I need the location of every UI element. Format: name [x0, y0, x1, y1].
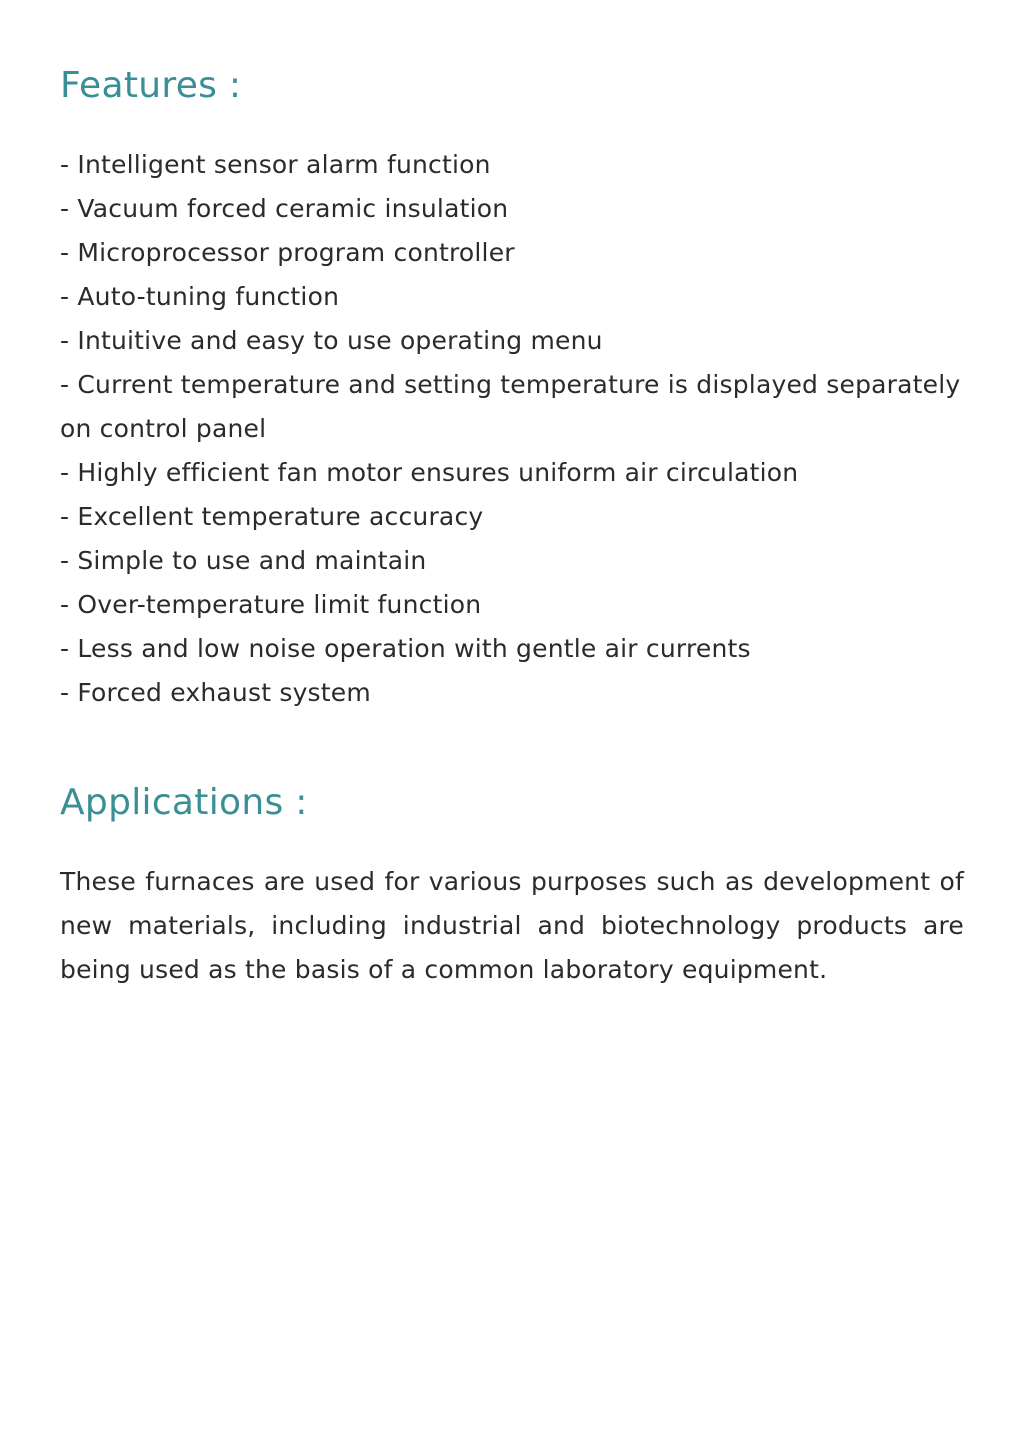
- feature-item: - Highly efficient fan motor ensures uniform air circulation: [60, 458, 799, 487]
- feature-item: - Auto-tuning function: [60, 282, 340, 311]
- feature-item: - Current temperature and setting temperature is displayed separately on control panel: [60, 370, 961, 443]
- feature-item: - Intuitive and easy to use operating menu: [60, 326, 603, 355]
- applications-heading: Applications :: [60, 782, 308, 823]
- feature-item: - Forced exhaust system: [60, 678, 371, 707]
- applications-paragraph: These furnaces are used for various purposes such as development of new materials, including industrial and biotechnology products are being used as the basis of a common laboratory equipment.: [60, 867, 964, 984]
- feature-item: - Simple to use and maintain: [60, 546, 427, 575]
- feature-item: - Microprocessor program controller: [60, 238, 515, 267]
- feature-item: - Over-temperature limit function: [60, 590, 482, 619]
- feature-item: - Intelligent sensor alarm function: [60, 150, 491, 179]
- feature-item: - Vacuum forced ceramic insulation: [60, 194, 509, 223]
- features-heading: Features :: [60, 65, 242, 106]
- feature-item: - Less and low noise operation with gentle air currents: [60, 634, 751, 663]
- features-list: [60, 143, 964, 715]
- feature-item: - Excellent temperature accuracy: [60, 502, 484, 531]
